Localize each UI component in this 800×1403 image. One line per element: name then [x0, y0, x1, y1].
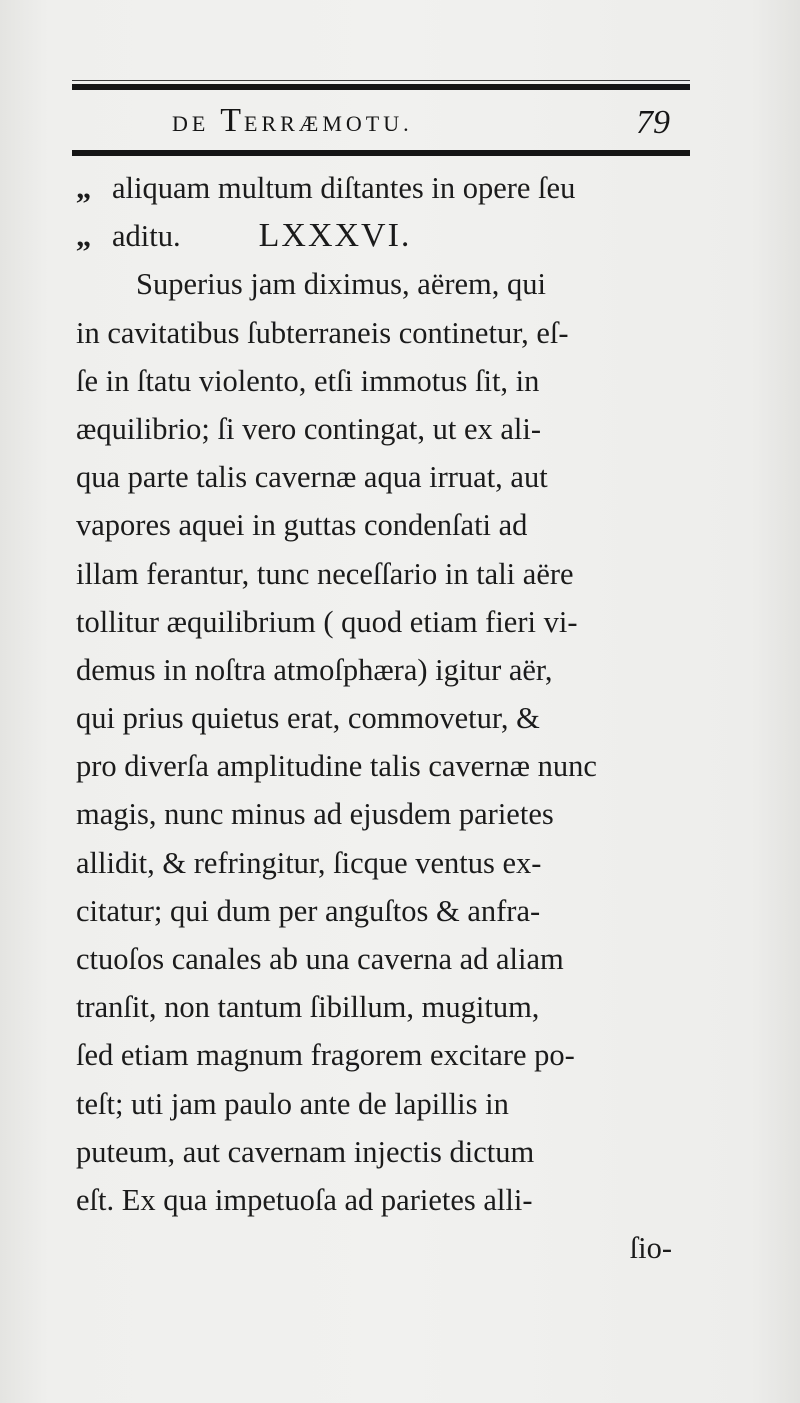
text-line: tranſit, non tantum ſibillum, mugitum,: [76, 990, 540, 1025]
body-text: [76, 164, 706, 1272]
text-line: in cavitatibus ſubterraneis continetur, eſ-: [76, 315, 569, 350]
catchword: ſio-: [629, 1231, 672, 1266]
text-line: [76, 164, 706, 212]
text-line: qui prius quietus erat, commovetur, &: [76, 701, 540, 736]
running-header: [72, 100, 690, 146]
text-line: qua parte talis cavernæ aqua irruat, aut: [76, 460, 548, 495]
text-line: æquilibrio; ſi vero contingat, ut ex ali-: [76, 411, 542, 446]
text-line: magis, nunc minus ad ejusdem parietes: [76, 797, 554, 832]
text-line: pro diverſa amplitudine talis cavernæ nunc: [76, 749, 597, 784]
running-title-rest: ERRÆMOTU.: [244, 111, 413, 136]
text-line: puteum, aut cavernam injectis dictum: [76, 1134, 535, 1169]
running-title-initial: T: [220, 102, 244, 139]
section-heading: LXXXVI.: [258, 217, 412, 255]
text-line: ſed etiam magnum fragorem excitare po-: [76, 1038, 575, 1073]
text-line: demus in noſtra atmoſphæra) igitur aër,: [76, 652, 553, 687]
text-line: allidit, & refringitur, ſicque ventus ex-: [76, 845, 542, 880]
running-title: [172, 102, 413, 140]
quotation-mark: „: [76, 219, 92, 254]
text-line: teſt; uti jam paulo ante de lapillis in: [76, 1086, 509, 1121]
text-line: eſt. Ex qua impetuoſa ad parietes alli-: [76, 1182, 533, 1217]
text-line: citatur; qui dum per anguſtos & anfra-: [76, 893, 541, 928]
line-text: aliquam multum diſtantes in opere ſeu: [112, 171, 576, 205]
text-line: vapores aquei in guttas condenſati ad: [76, 508, 528, 543]
text-line: tollitur æquilibrium ( quod etiam fieri vi-: [76, 604, 578, 639]
page-number: 79: [636, 104, 670, 141]
text-line: [76, 212, 706, 260]
text-line: ctuoſos canales ab una caverna ad aliam: [76, 942, 564, 976]
header-rule-bottom: [72, 150, 690, 156]
header-rule-thin: [72, 80, 690, 81]
text-line: illam ferantur, tunc neceſſario in tali aëre: [76, 556, 574, 591]
line-text: aditu.: [112, 219, 181, 254]
header-rule-top: [72, 84, 690, 90]
text-line: Superius jam diximus, aërem, qui: [136, 267, 546, 302]
quotation-mark: „: [76, 171, 92, 205]
running-title-prefix: DE: [172, 111, 210, 136]
text-line: ſe in ſtatu violento, etſi immotus ſit, in: [76, 363, 540, 398]
